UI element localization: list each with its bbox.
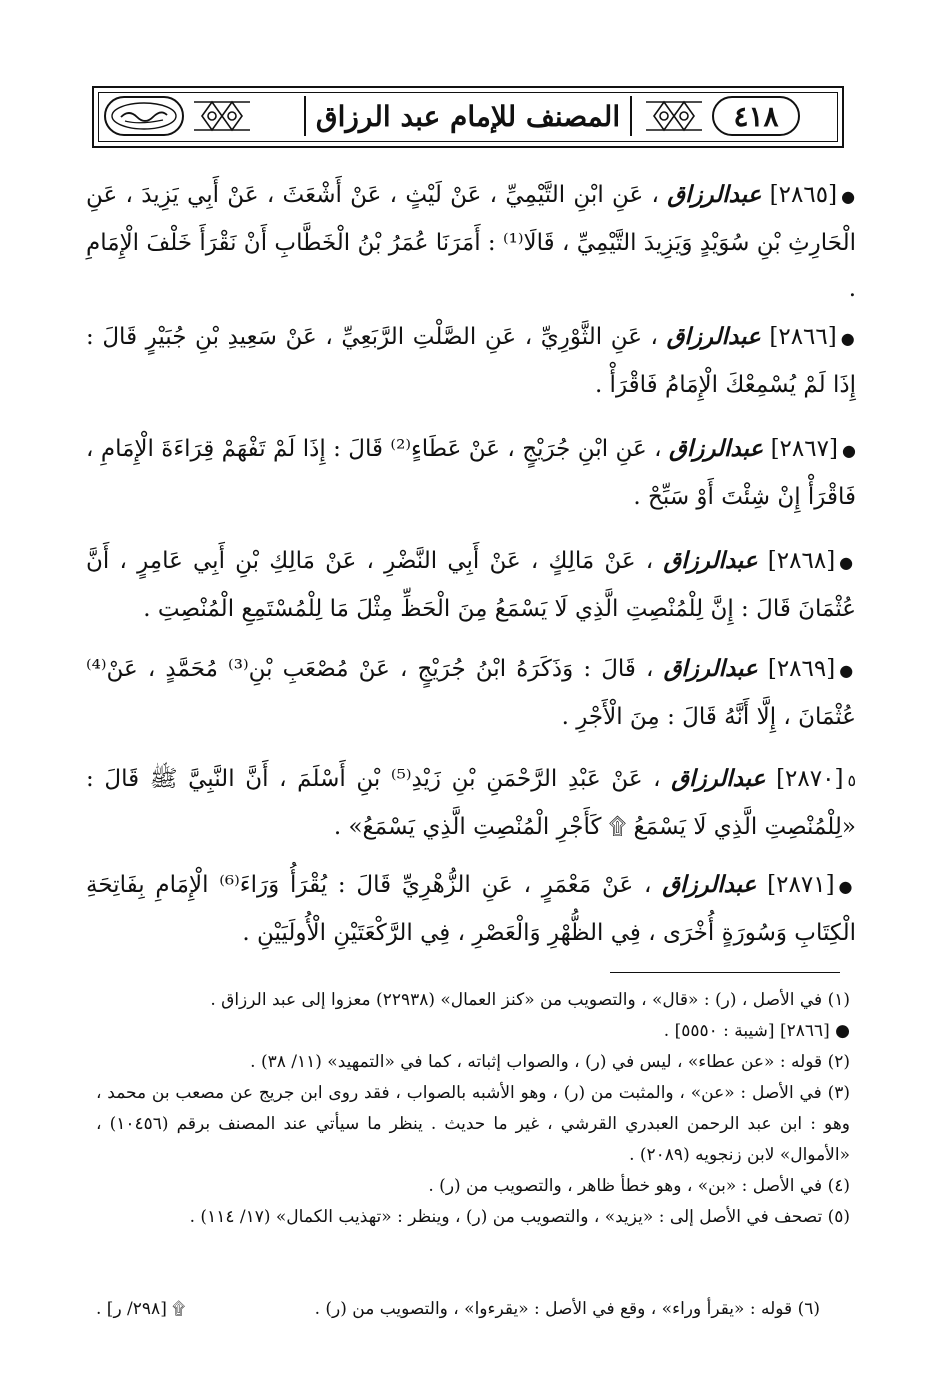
book-logo	[104, 96, 184, 136]
footnote: (٤) في الأصل : «بن» ، وهو خطأ ظاهر ، والتصويب من (ر) .	[428, 1176, 850, 1196]
entry-text: ، عَنِ ابْنِ جُرَيْجٍ ، عَنْ عَطَاءٍ⁽²⁾ قَالَ : إِذَا لَمْ تَفْهَمْ قِرَاءَةَ الْإِمَامِ ، فَاقْرَأْ إِنْ شِئْتَ أَوْ سَبِّحْ .	[86, 436, 856, 510]
hadith-entry	[86, 862, 856, 956]
hadith-entry	[86, 172, 856, 312]
entry-text: ، عَنْ عَبْدِ الرَّحْمَنِ بْنِ زَيْدِ⁽⁵⁾ بْنِ أَسْلَمَ ، أَنَّ النَّبِيَّ ﷺ قَالَ : «لِلْمُنْصِتِ الَّذِي لَا يَسْمَعُ ۩ كَأَجْرِ الْمُنْصِتِ الَّذِي يَسْمَعُ» .	[86, 766, 856, 840]
footnote: (٢) قوله : «عن عطاء» ، ليس في (ر) ، والصواب إثباته ، كما في «التمهيد» (١١/ ٣٨) .	[250, 1052, 850, 1072]
manuscript-folio-note: ۩ [٢٩٨/ ر] .	[96, 1299, 186, 1319]
footnote-cross-reference: ● [٢٨٦٦] [شيبة : ٥٥٥٠] .	[663, 1021, 850, 1041]
hadith-entry	[86, 426, 856, 520]
entry-text: ، عَنْ مَالِكٍ ، عَنْ أَبِي النَّضْرِ ، عَنْ مَالِكِ بْنِ أَبِي عَامِرٍ ، أَنَّ عُثْمَانَ قَالَ : إِنَّ لِلْمُنْصِتِ الَّذِي لَا يَسْمَعُ مِنَ الْحَظِّ مِثْلَ مَا لِلْمُسْتَمِعِ الْمُنْصِتِ .	[86, 548, 856, 622]
entry-text: ، قَالَ : وَذَكَرَهُ ابْنُ جُرَيْجٍ ، عَنْ مُصْعَبِ بْنِ⁽³⁾ مُحَمَّدٍ ، عَنْ⁽⁴⁾ عُثْمَانَ ، إِلَّا أَنَّهُ قَالَ : مِنَ الْأَجْرِ .	[86, 656, 856, 730]
entry-marker: ●	[839, 661, 856, 680]
book-logo-icon	[109, 100, 179, 132]
entry-marker: ●	[841, 441, 857, 460]
entry-source: عبدالرزاق	[662, 871, 757, 898]
hadith-entry	[86, 646, 856, 740]
page-header	[92, 86, 844, 148]
entry-number: [٢٨٦٨]	[767, 548, 836, 574]
entry-source: عبدالرزاق	[671, 765, 766, 792]
entry-number: [٢٨٦٦]	[769, 324, 837, 350]
page-number	[712, 96, 800, 136]
entry-number: [٢٨٦٧]	[770, 436, 838, 462]
page-number-text: ٤١٨	[733, 99, 779, 133]
entry-text: ، عَنْ مَعْمَرٍ ، عَنِ الزُّهْرِيِّ قَالَ : يُقْرَأُ وَرَاءَ⁽⁶⁾ الْإِمَامِ بِفَاتِحَةِ الْكِتَابِ وَسُورَةٍ أُخْرَى ، فِي الظُّهْرِ وَالْعَصْرِ ، فِي الرَّكْعَتَيْنِ الْأُولَيَيْنِ .	[86, 872, 856, 946]
entry-number: [٢٨٧٠]	[776, 766, 844, 792]
entry-marker: ●	[839, 553, 857, 572]
entry-source: عبدالرزاق	[663, 547, 758, 574]
entry-number: [٢٨٦٩]	[767, 656, 836, 682]
hadith-entry	[86, 314, 856, 408]
entry-source: عبدالرزاق	[663, 655, 758, 682]
footnotes	[96, 985, 850, 1319]
entry-source: عبدالرزاق	[667, 181, 762, 208]
entry-source: عبدالرزاق	[666, 323, 761, 350]
footnote-divider	[610, 972, 840, 973]
entry-text: ، عَنِ الثَّوْرِيِّ ، عَنِ الصَّلْتِ الرَّبَعِيِّ ، عَنْ سَعِيدِ بْنِ جُبَيْرٍ قَالَ : إِذَا لَمْ يُسْمِعْكَ الْإِمَامُ فَاقْرَأْ .	[86, 324, 856, 398]
hadith-entry	[86, 538, 856, 632]
entry-source: عبدالرزاق	[668, 435, 764, 462]
running-title	[304, 96, 632, 136]
entry-text: ، عَنِ ابْنِ التَّيْمِيِّ ، عَنْ لَيْثٍ ، عَنْ أَشْعَثَ ، عَنْ أَبِي يَزِيدَ ، عَنِ الْحَارِثِ بْنِ سُوَيْدٍ وَيَزِيدَ التَّيْمِيِّ ، قَالَا⁽¹⁾ : أَمَرَنَا عُمَرُ بْنُ الْخَطَّابِ أَنْ نَقْرَأَ خَلْفَ الْإِمَامِ .	[86, 182, 857, 302]
footnote: (٥) تصحف في الأصل إلى : «يزيد» ، والتصويب من (ر) ، وينظر : «تهذيب الكمال» (١٧/ ١١٤) .	[189, 1207, 850, 1227]
footnote: (١) في الأصل ، (ر) : «قال» ، والتصويب من «كنز العمال» (٢٢٩٣٨) معزوا إلى عبد الرزاق .	[210, 990, 850, 1010]
footnote: (٦) قوله : «يقرأ وراء» ، وقع في الأصل : «يقرءوا» ، والتصويب من (ر) .	[314, 1299, 820, 1319]
running-title-text: المصنف للإمام عبد الرزاق	[315, 99, 621, 133]
entry-number: [٢٨٦٥]	[769, 182, 838, 208]
entry-marker: ●	[838, 877, 856, 896]
entry-number: [٢٨٧١]	[767, 872, 835, 898]
ornament-right-icon	[644, 96, 704, 136]
entry-marker: ●	[840, 329, 857, 348]
footnote: (٣) في الأصل : «عن» ، والمثبت من (ر) ، وهو الأشبه بالصواب ، فقد روى ابن جريج عن مصعب بن محمد ، وهو : ابن عبد الرحمن العبدري القرشي ، غير ما حديث . ينظر ما سيأتي عند المصنف برقم (١٠٤٥٦) ، «الأموال» لابن زنجويه (٢٠٨٩) .	[96, 1083, 850, 1165]
entry-marker: ٥	[847, 771, 857, 790]
entry-marker: ●	[841, 187, 856, 206]
hadith-entry	[86, 756, 856, 850]
ornament-left-icon	[192, 96, 252, 136]
